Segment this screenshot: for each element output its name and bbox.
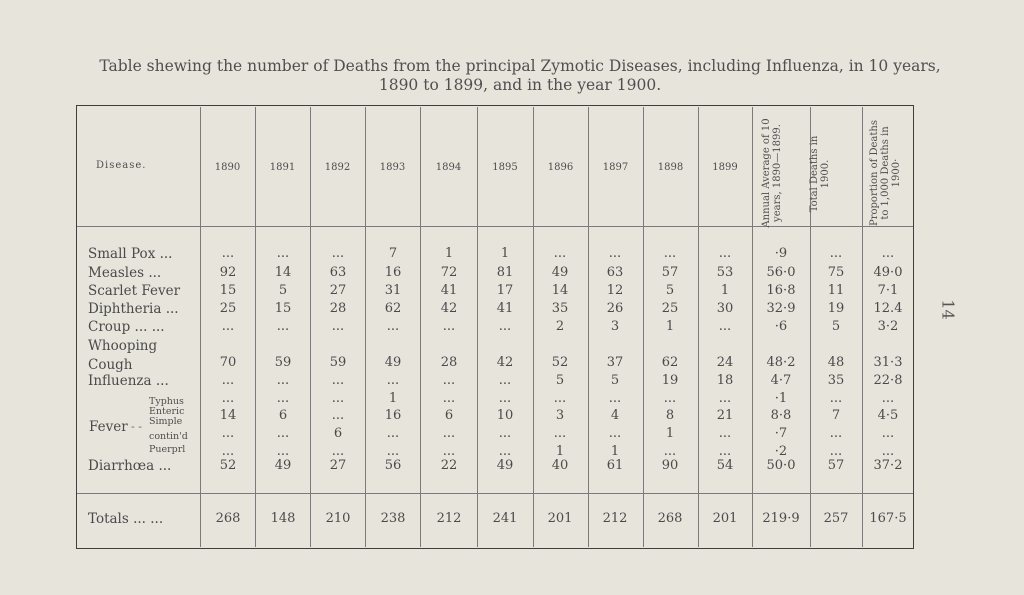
table-cell: 35: [551, 301, 569, 316]
table-cell: 7: [831, 408, 841, 423]
table-cell: 72: [440, 265, 458, 280]
table-cell: 28: [440, 355, 458, 370]
table-cell: 59: [329, 355, 347, 370]
table-cell: 16·8: [766, 283, 796, 298]
table-cell: 21: [716, 408, 734, 423]
table-cell: ...: [829, 391, 843, 406]
table-cell: 1: [555, 444, 565, 459]
table-cell: 27: [329, 458, 347, 473]
table-cell: 2: [555, 319, 565, 334]
table-cell: ...: [498, 319, 512, 334]
table-cell: 4·5: [877, 408, 899, 423]
totals-cell: 201: [712, 511, 738, 526]
table-cell: ·1: [774, 391, 788, 406]
table-cell: 7·1: [877, 283, 899, 298]
proportion-header: Proportion of Deaths to 1,000 Deaths in 1900·: [869, 120, 902, 226]
table-cell: 42: [496, 355, 514, 370]
table-cell: 63: [606, 265, 624, 280]
year-header: 1890: [214, 162, 241, 173]
table-cell: ...: [608, 426, 622, 441]
table-cell: ...: [718, 391, 732, 406]
table-cell: 37·2: [873, 458, 903, 473]
year-header: 1895: [492, 162, 518, 173]
table-cell: ...: [331, 319, 345, 334]
table-cell: 6: [444, 408, 454, 423]
table-cell: ...: [276, 426, 290, 441]
table-cell: 25: [661, 301, 679, 316]
table-cell: ...: [663, 391, 677, 406]
table-cell: 52: [551, 355, 569, 370]
table-cell: ...: [553, 426, 567, 441]
total-deaths-header: Total Deaths in 1900.: [809, 135, 831, 213]
table-cell: 6: [278, 408, 288, 423]
totals-rule: [77, 493, 913, 494]
table-cell: ...: [221, 319, 235, 334]
table-cell: 42: [440, 301, 458, 316]
table-cell: ...: [386, 444, 400, 459]
table-cell: 5: [610, 373, 620, 388]
table-cell: 90: [661, 458, 679, 473]
table-cell: 11: [827, 283, 845, 298]
table-cell: ...: [331, 391, 345, 406]
table-cell: 49: [551, 265, 569, 280]
table-cell: 50·0: [766, 458, 796, 473]
table-cell: 5: [278, 283, 288, 298]
table-cell: ...: [498, 391, 512, 406]
table-cell: 48: [827, 355, 845, 370]
table-cell: 12: [606, 283, 624, 298]
table-cell: ...: [608, 391, 622, 406]
table-cell: ...: [663, 246, 677, 261]
year-header: 1893: [379, 162, 406, 173]
table-cell: 49: [496, 458, 514, 473]
totals-cell: 212: [602, 511, 628, 526]
table-cell: 53: [716, 265, 734, 280]
table-cell: 49: [274, 458, 292, 473]
fever-brace: - -: [131, 420, 142, 433]
table-cell: 16: [384, 408, 402, 423]
totals-cell: 167·5: [869, 511, 907, 526]
table-cell: 15: [219, 283, 237, 298]
table-cell: ...: [442, 426, 456, 441]
table-cell: 49: [384, 355, 402, 370]
table-cell: 5: [555, 373, 565, 388]
table-cell: 10: [496, 408, 514, 423]
table-cell: 1: [665, 319, 675, 334]
row-label: Diarrhœa ...: [88, 458, 172, 474]
table-cell: 15: [274, 301, 292, 316]
table-cell: 8·8: [770, 408, 792, 423]
table-cell: ...: [276, 246, 290, 261]
table-cell: ...: [881, 426, 895, 441]
totals-cell: 148: [270, 511, 296, 526]
table-cell: ...: [498, 444, 512, 459]
table-cell: ...: [442, 444, 456, 459]
table-cell: 5: [831, 319, 841, 334]
table-cell: ...: [881, 391, 895, 406]
year-header: 1898: [657, 162, 684, 173]
table-title: Table shewing the number of Deaths from the principal Zymotic Diseases, including Influenza, in 10 years, 1890 to 1899, and in the year 1900.: [99, 57, 941, 94]
fever-subtype: Enteric Simple: [149, 406, 185, 427]
table-cell: 62: [384, 301, 402, 316]
table-cell: 54: [716, 458, 734, 473]
table-cell: 70: [219, 355, 237, 370]
table-cell: 48·2: [766, 355, 796, 370]
table-cell: 19: [827, 301, 845, 316]
table-cell: 12.4: [873, 301, 903, 316]
table-cell: 27: [329, 283, 347, 298]
table-cell: 92: [219, 265, 237, 280]
table-cell: 41: [496, 301, 514, 316]
fever-label: Fever: [89, 419, 128, 435]
totals-label: Totals ... ...: [88, 511, 164, 527]
table-cell: ...: [608, 246, 622, 261]
totals-cell: 238: [380, 511, 406, 526]
year-header: 1894: [435, 162, 462, 173]
table-cell: 31·3: [873, 355, 903, 370]
column-rule: [420, 107, 421, 547]
table-cell: ...: [881, 444, 895, 459]
fever-subtype: Puerprl: [149, 444, 186, 455]
table-cell: ...: [718, 426, 732, 441]
year-header: 1899: [712, 162, 738, 173]
table-cell: 4·7: [770, 373, 792, 388]
row-label: Influenza ...: [88, 373, 169, 389]
table-cell: 75: [827, 265, 845, 280]
table-cell: ...: [386, 426, 400, 441]
totals-cell: 219·9: [762, 511, 800, 526]
table-cell: 63: [329, 265, 347, 280]
row-label: Measles ...: [88, 265, 162, 281]
table-cell: ...: [331, 373, 345, 388]
table-cell: 24: [716, 355, 734, 370]
table-cell: 26: [606, 301, 624, 316]
table-cell: 19: [661, 373, 679, 388]
table-cell: 56: [384, 458, 402, 473]
table-cell: ...: [663, 444, 677, 459]
table-cell: ...: [881, 246, 895, 261]
table-cell: 81: [496, 265, 514, 280]
table-cell: ...: [331, 246, 345, 261]
table-cell: ...: [276, 373, 290, 388]
table-cell: 30: [716, 301, 734, 316]
year-header: 1892: [324, 162, 351, 173]
totals-cell: 241: [492, 511, 518, 526]
table-cell: ...: [498, 426, 512, 441]
table-cell: 52: [219, 458, 237, 473]
table-cell: 5: [665, 283, 675, 298]
year-header: 1891: [269, 162, 296, 173]
table-cell: 8: [665, 408, 675, 423]
table-cell: ...: [718, 444, 732, 459]
page-number: 14: [938, 299, 958, 320]
table-cell: ...: [331, 444, 345, 459]
table-cell: 17: [496, 283, 514, 298]
table-cell: 1: [444, 246, 454, 261]
table-cell: 28: [329, 301, 347, 316]
table-cell: ·6: [774, 319, 788, 334]
table-cell: ·2: [774, 444, 788, 459]
row-label: Scarlet Fever: [88, 283, 181, 299]
table-cell: 59: [274, 355, 292, 370]
row-label: Small Pox ...: [88, 246, 173, 262]
table-cell: 3: [610, 319, 620, 334]
table-cell: 1: [665, 426, 675, 441]
table-cell: ...: [386, 373, 400, 388]
table-cell: 32·9: [766, 301, 796, 316]
table-cell: 14: [219, 408, 237, 423]
row-label: Diphtheria ...: [88, 301, 179, 317]
table-cell: 1: [388, 391, 398, 406]
table-cell: ·9: [774, 246, 788, 261]
totals-cell: 268: [215, 511, 241, 526]
row-label: Croup ... ...: [88, 319, 165, 335]
table-cell: ...: [276, 391, 290, 406]
table-cell: ...: [221, 444, 235, 459]
table-cell: ...: [829, 246, 843, 261]
table-cell: 6: [333, 426, 343, 441]
table-cell: 61: [606, 458, 624, 473]
table-cell: 35: [827, 373, 845, 388]
table-cell: ...: [718, 319, 732, 334]
table-cell: 14: [551, 283, 569, 298]
fever-subtype: contin'd: [149, 431, 188, 442]
year-header: 1896: [547, 162, 574, 173]
table-cell: 18: [716, 373, 734, 388]
row-label-whooping-cough: Whooping Cough: [88, 338, 158, 373]
table-cell: ...: [718, 246, 732, 261]
table-cell: ...: [498, 373, 512, 388]
table-cell: ...: [221, 391, 235, 406]
totals-cell: 201: [547, 511, 573, 526]
table-cell: 56·0: [766, 265, 796, 280]
table-cell: 41: [440, 283, 458, 298]
table-cell: 25: [219, 301, 237, 316]
table-cell: 57: [661, 265, 679, 280]
table-cell: 22·8: [873, 373, 903, 388]
table-cell: 22: [440, 458, 458, 473]
table-cell: ...: [553, 246, 567, 261]
year-header: 1897: [602, 162, 629, 173]
fever-subtype: Typhus: [149, 396, 184, 407]
table-cell: ...: [221, 373, 235, 388]
table-cell: ...: [442, 391, 456, 406]
totals-cell: 268: [657, 511, 683, 526]
table-cell: ...: [331, 408, 345, 423]
totals-cell: 257: [823, 511, 849, 526]
table-cell: 1: [610, 444, 620, 459]
table-cell: ...: [276, 319, 290, 334]
table-cell: ...: [221, 426, 235, 441]
table-cell: ...: [829, 444, 843, 459]
table-cell: ...: [221, 246, 235, 261]
table-cell: 40: [551, 458, 569, 473]
totals-cell: 212: [436, 511, 462, 526]
table-cell: 62: [661, 355, 679, 370]
table-cell: 1: [500, 246, 510, 261]
annual-average-header: Annual Average of 10 years, 1890—1899.: [761, 118, 783, 228]
table-cell: 7: [388, 246, 398, 261]
table-cell: ...: [276, 444, 290, 459]
table-cell: ...: [553, 391, 567, 406]
totals-cell: 210: [325, 511, 351, 526]
table-cell: ...: [386, 319, 400, 334]
table-cell: 4: [610, 408, 620, 423]
table-cell: ...: [829, 426, 843, 441]
disease-header: Disease.: [96, 160, 147, 171]
table-cell: 3·2: [877, 319, 899, 334]
table-cell: 14: [274, 265, 292, 280]
table-cell: 49·0: [873, 265, 903, 280]
table-cell: ·7: [774, 426, 788, 441]
table-cell: 37: [606, 355, 624, 370]
table-cell: 31: [384, 283, 402, 298]
table-cell: 1: [720, 283, 730, 298]
table-cell: ...: [442, 373, 456, 388]
table-cell: 3: [555, 408, 565, 423]
column-rule: [752, 107, 753, 547]
table-cell: 57: [827, 458, 845, 473]
table-cell: 16: [384, 265, 402, 280]
table-cell: ...: [442, 319, 456, 334]
